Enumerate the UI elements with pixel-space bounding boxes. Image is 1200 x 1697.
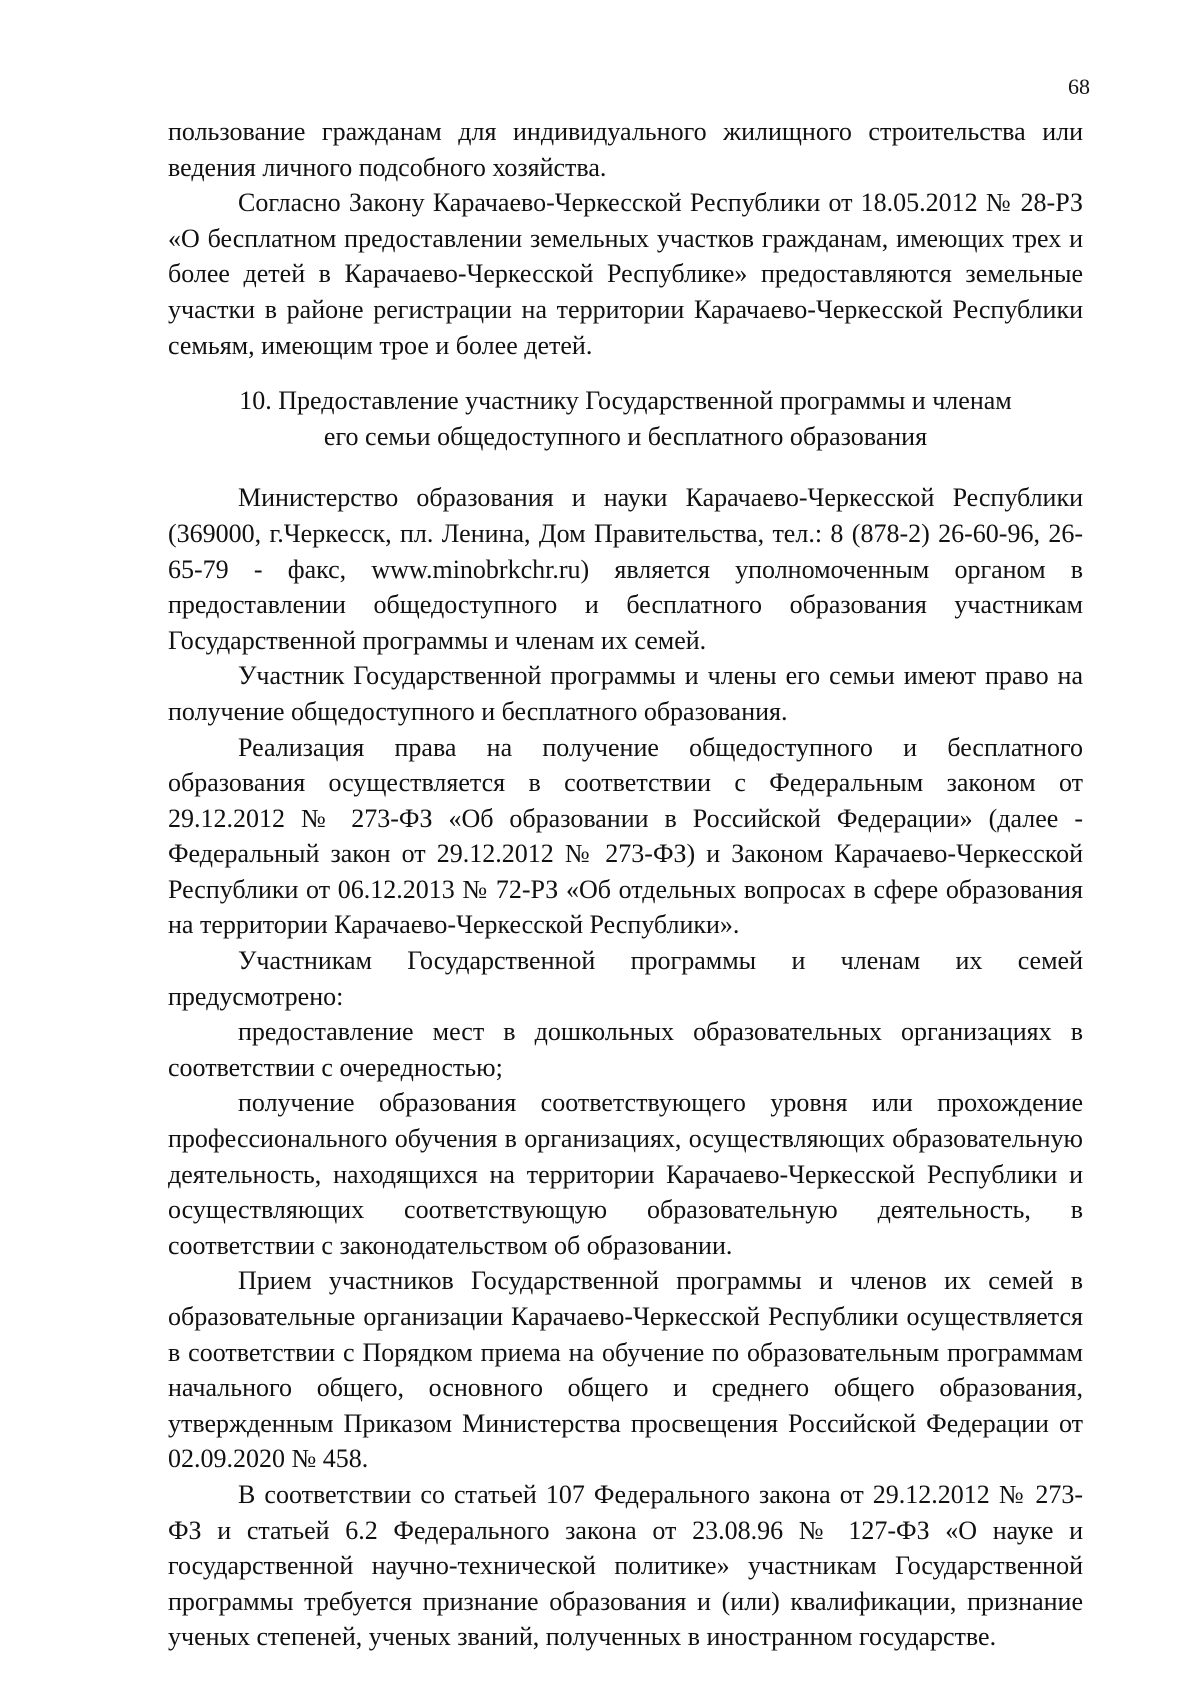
paragraph: предоставление мест в дошкольных образовательных организациях в соответствии с очередностью; — [168, 1017, 1083, 1082]
page-number: 68 — [1068, 74, 1090, 99]
paragraph: Реализация права на получение общедоступного и бесплатного образования осуществляется в соответствии с Федеральным законом от 29.12.2012 № 273-ФЗ «Об образовании в Российской Федерации» (далее - Федеральный закон от 29.12.2012 № 273-ФЗ) и Законом Карачаево-Черкесской Республики от 06.12.2013 № 72-РЗ «Об отдельных вопросах в сфере образования на территории Карачаево-Черкесской Республики». — [168, 732, 1083, 940]
paragraph: Прием участников Государственной программы и членов их семей в образовательные организации Карачаево-Черкесской Республики осуществляется в соответствии с Порядком приема на обучение по образовательным программам начального общего, основного общего и среднего общего образования, утвержденным Приказом Министерства просвещения Российской Федерации от 02.09.2020 № 458. — [168, 1266, 1083, 1474]
paragraph: В соответствии со статьей 107 Федерального закона от 29.12.2012 № 273-ФЗ и статьей 6.2 Федерального закона от 23.08.96 № 127-ФЗ «О науке и государственной научно-технической политике» участникам Государственной программы требуется признание образования и (или) квалификации, признание ученых степеней, ученых званий, полученных в иностранном государстве. — [168, 1479, 1083, 1652]
paragraph: пользование гражданам для индивидуального жилищного строительства или ведения личного подсобного хозяйства. — [168, 117, 1083, 182]
section-heading-line: 10. Предоставление участнику Государственной программы и членам — [239, 386, 1012, 416]
section-heading — [168, 383, 1083, 454]
document-body — [168, 114, 1083, 1655]
paragraph: Участник Государственной программы и члены его семьи имеют право на получение общедоступного и бесплатного образования. — [168, 661, 1083, 726]
paragraph: Министерство образования и науки Карачаево-Черкесской Республики (369000, г.Черкесск, пл. Ленина, Дом Правительства, тел.: 8 (878-2) 26-60-96, 26-65-79 - факс, www.minobrkchr.ru) является уполномоченным органом в предоставлении общедоступного и бесплатного образования участникам Государственной программы и членам их семей. — [168, 483, 1083, 655]
paragraph: Согласно Закону Карачаево-Черкесской Республики от 18.05.2012 № 28-РЗ «О бесплатном предоставлении земельных участков гражданам, имеющих трех и более детей в Карачаево-Черкесской Республике» предоставляются земельные участки в районе регистрации на территории Карачаево-Черкесской Республики семьям, имеющим трое и более детей. — [168, 188, 1083, 360]
paragraph: Участникам Государственной программы и членам их семей предусмотрено: — [168, 946, 1083, 1011]
section-heading-line: его семьи общедоступного и бесплатного образования — [323, 421, 928, 451]
paragraph: получение образования соответствующего уровня или прохождение профессионального обучения в организациях, осуществляющих образовательную деятельность, находящихся на территории Карачаево-Черкесской Республики и осуществляющих соответствующую образовательную деятельность, в соответствии с законодательством об образовании. — [168, 1088, 1083, 1260]
